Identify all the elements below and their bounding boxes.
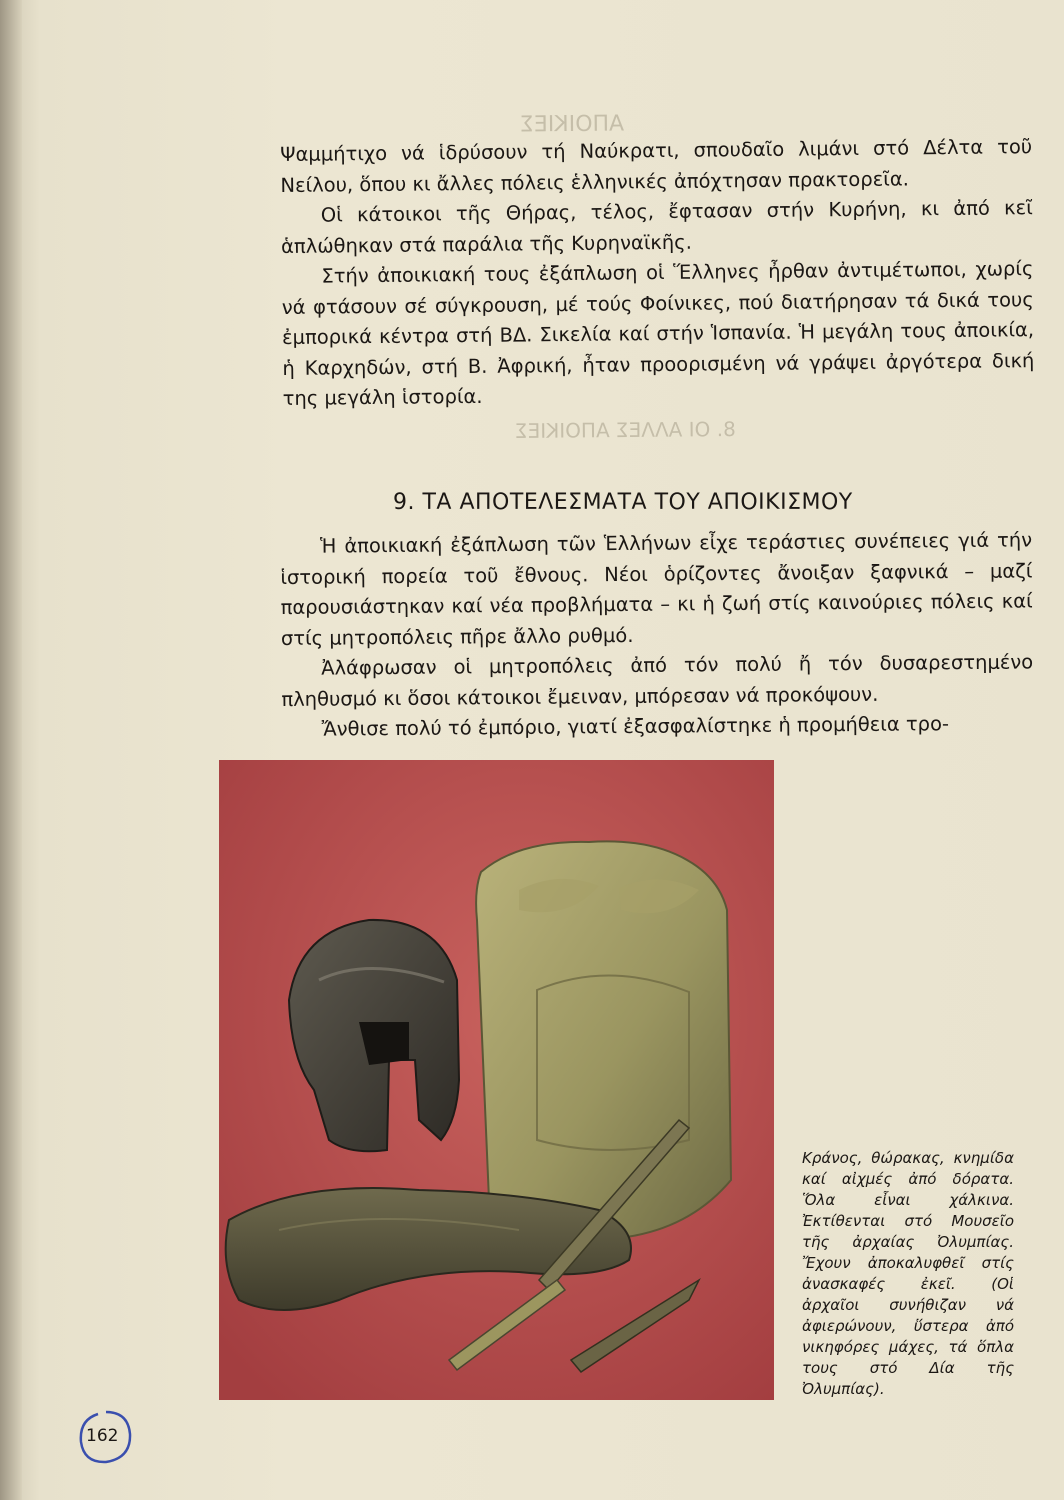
section-paragraph-2: Ἀλάφρωσαν οἱ μητροπόλεις ἀπό τόν πολύ ἤ τόν δυσαρεστημένο πληθυσμό κι ὅσοι κάτοικοι ἔμειναν, μπόρεσαν νά προκόψουν. bbox=[281, 650, 1034, 711]
intro-paragraph-1: Ψαμμήτιχο νά ἱδρύσουν τή Ναύκρατι, σπουδαῖο λιμάνι στό Δέλτα τοῦ Νείλου, ὅπου κι ἄλλες πόλεις ἑλληνικές ἀπόχτησαν πρακτορεῖα. bbox=[280, 135, 1033, 197]
section-paragraph-3: Ἄνθισε πολύ τό ἐμπόριο, γιατί ἐξασφαλίστηκε ἡ προμήθεια τρο- bbox=[321, 712, 950, 741]
page-number-marker bbox=[76, 1408, 136, 1466]
armor-photo bbox=[219, 760, 774, 1400]
figure-caption: Κράνος, θώρακας, κνημίδα καί αἰχμές ἀπό δόρατα. Ὅλα εἶναι χάλκινα. Ἐκτίθενται στό Μουσεῖο τῆς ἀρχαίας Ὀλυμπίας. Ἔχουν ἀποκαλυφθεῖ στίς ἀνασκαφές ἐκεῖ. (Οἱ ἀρχαῖοι συνήθιζαν νά ἀφιερώνουν, ὕστερα ἀπό νικηφόρες μάχες, τά ὅπλα τους στό Δία τῆς Ὀλυμπίας). bbox=[802, 1149, 1014, 1398]
section-text bbox=[280, 525, 1034, 745]
page-number: 162 bbox=[86, 1426, 119, 1446]
section-heading: 9. ΤΑ ΑΠΟΤΕΛΕΣΜΑΤΑ ΤΟΥ ΑΠΟΙΚΙΣΜΟΥ bbox=[393, 490, 853, 515]
page-binding-edge bbox=[0, 0, 22, 1500]
bleed-through-mid-heading: 8. ΟΙ ΑΛΛΕΣ ΑΠΟΙΚΙΕΣ bbox=[514, 417, 736, 443]
cuirass bbox=[476, 841, 731, 1238]
intro-paragraph-3: Στήν ἀποικιακή τους ἐξάπλωση οἱ Ἕλληνες ἦρθαν ἀντιμέτωποι, χωρίς νά φτάσουν σέ σύγκρουση, μέ τούς Φοίνικες, πού διατήρησαν τά δικά τους ἐμπορικά κέντρα στή ΒΔ. Σικελία καί στήν Ἱσπανία. Ἡ μεγάλη τους ἀποικία, ἡ Καρχηδών, στή Β. Ἀφρική, ἦταν προορισμένη νά γράψει ἀργότερα δική της μεγάλη ἱστορία. bbox=[281, 257, 1035, 410]
intro-paragraph-2: Οἱ κάτοικοι τῆς Θήρας, τέλος, ἔφτασαν στήν Κυρήνη, κι ἀπό κεῖ ἁπλώθηκαν στά παράλια τῆς Κυρηναϊκῆς. bbox=[280, 196, 1033, 258]
intro-text bbox=[280, 132, 1035, 414]
bleed-through-top-heading: ΑΠΟΙΚΙΕΣ bbox=[519, 111, 625, 138]
armor-photo-illustration bbox=[219, 760, 774, 1400]
section-paragraph-1: Ἡ ἀποικιακή ἐξάπλωση τῶν Ἑλλήνων εἶχε τεράστιες συνέπειες γιά τήν ἱστορική πορεία τοῦ ἔθνους. Νέοι ὁρίζοντες ἄνοιξαν ξαφνικά – μαζί παρουσιάστηκαν καί νέα προβλήματα – κι ἡ ζωή στίς καινούριες πόλεις καί στίς μητροπόλεις πῆρε ἄλλο ρυθμό. bbox=[280, 528, 1033, 650]
